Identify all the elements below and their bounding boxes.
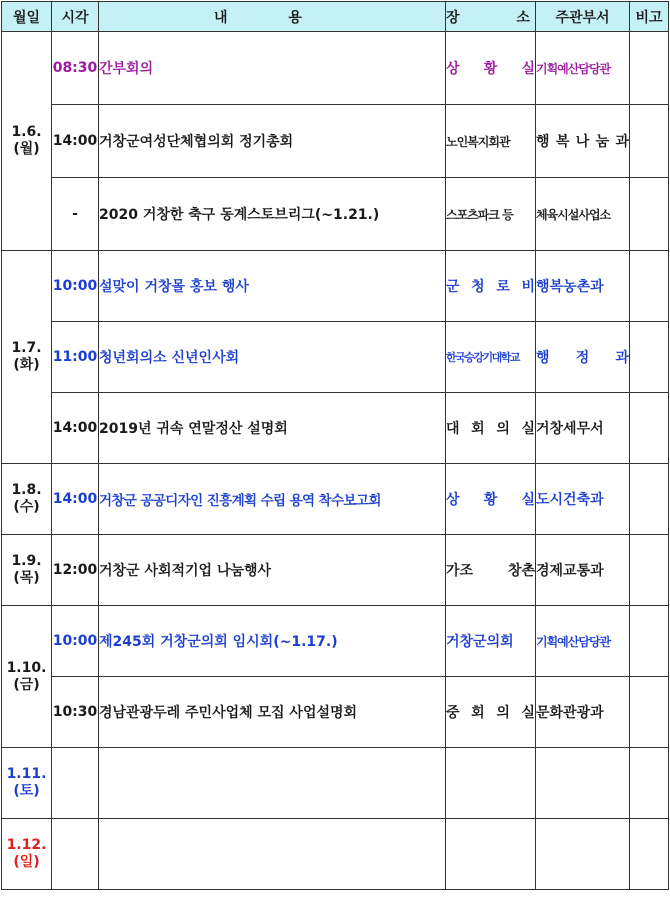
time-cell: 11:00 — [52, 322, 99, 393]
header-content: 내 용 — [99, 2, 446, 32]
note-cell — [630, 322, 669, 393]
header-date: 월일 — [2, 2, 52, 32]
dept-cell: 행복농촌과 — [536, 251, 630, 322]
table-row — [2, 677, 669, 748]
note-cell — [630, 464, 669, 535]
time-cell — [52, 748, 99, 819]
content-cell: 제245회 거창군의회 임시회(~1.17.) — [99, 606, 446, 677]
table-row — [2, 393, 669, 464]
time-cell: 14:00 — [52, 393, 99, 464]
header-note: 비고 — [630, 2, 669, 32]
content-cell: 2020 거창한 축구 동계스토브리그(~1.21.) — [99, 178, 446, 251]
content-cell — [99, 748, 446, 819]
time-cell: 14:00 — [52, 464, 99, 535]
place-cell: 상 황 실 — [446, 464, 536, 535]
time-cell: 14:00 — [52, 105, 99, 178]
dept-cell: 문화관광과 — [536, 677, 630, 748]
table-row — [2, 322, 669, 393]
time-cell: 10:00 — [52, 606, 99, 677]
time-cell: 08:30 — [52, 32, 99, 105]
schedule-table — [1, 1, 669, 890]
header-time: 시각 — [52, 2, 99, 32]
content-cell: 설맞이 거창몰 홍보 행사 — [99, 251, 446, 322]
content-cell: 거창군 사회적기업 나눔행사 — [99, 535, 446, 606]
note-cell — [630, 606, 669, 677]
table-row — [2, 819, 669, 890]
table-row — [2, 251, 669, 322]
table-row — [2, 748, 669, 819]
content-cell: 경남관광두레 주민사업체 모집 사업설명회 — [99, 677, 446, 748]
note-cell — [630, 178, 669, 251]
content-cell: 청년회의소 신년인사회 — [99, 322, 446, 393]
time-cell: - — [52, 178, 99, 251]
header-dept: 주관부서 — [536, 2, 630, 32]
date-cell: 1.7. (화) — [2, 251, 52, 464]
content-cell: 거창군 공공디자인 진흥계획 수립 용역 착수보고회 — [99, 464, 446, 535]
place-cell: 대 회 의 실 — [446, 393, 536, 464]
place-cell: 가조 창촌 — [446, 535, 536, 606]
note-cell — [630, 32, 669, 105]
content-cell — [99, 819, 446, 890]
dept-cell: 기획예산담당관 — [536, 32, 630, 105]
table-row — [2, 606, 669, 677]
date-cell: 1.8. (수) — [2, 464, 52, 535]
date-cell: 1.9. (목) — [2, 535, 52, 606]
note-cell — [630, 819, 669, 890]
dept-cell: 경제교통과 — [536, 535, 630, 606]
place-cell: 군 청 로 비 — [446, 251, 536, 322]
place-cell: 중 회 의 실 — [446, 677, 536, 748]
note-cell — [630, 677, 669, 748]
note-cell — [630, 535, 669, 606]
place-cell: 한국승강기대학교 — [446, 322, 536, 393]
dept-cell: 체육시설사업소 — [536, 178, 630, 251]
note-cell — [630, 105, 669, 178]
header-place: 장 소 — [446, 2, 536, 32]
date-cell: 1.11. (토) — [2, 748, 52, 819]
place-cell: 상 황 실 — [446, 32, 536, 105]
place-cell: 스포츠파크 등 — [446, 178, 536, 251]
dept-cell — [536, 748, 630, 819]
place-cell — [446, 819, 536, 890]
dept-cell — [536, 819, 630, 890]
dept-cell: 행 정 과 — [536, 322, 630, 393]
content-cell: 거창군여성단체협의회 정기총회 — [99, 105, 446, 178]
date-cell: 1.10. (금) — [2, 606, 52, 748]
table-row — [2, 535, 669, 606]
time-cell — [52, 819, 99, 890]
table-row — [2, 32, 669, 105]
content-cell: 간부회의 — [99, 32, 446, 105]
table-row — [2, 464, 669, 535]
time-cell: 10:00 — [52, 251, 99, 322]
dept-cell: 행 복 나 눔 과 — [536, 105, 630, 178]
time-cell: 10:30 — [52, 677, 99, 748]
time-cell: 12:00 — [52, 535, 99, 606]
note-cell — [630, 251, 669, 322]
date-cell: 1.6. (월) — [2, 32, 52, 251]
note-cell — [630, 393, 669, 464]
note-cell — [630, 748, 669, 819]
dept-cell: 기획예산담당관 — [536, 606, 630, 677]
dept-cell: 도시건축과 — [536, 464, 630, 535]
date-cell: 1.12. (일) — [2, 819, 52, 890]
header-row — [2, 2, 669, 32]
dept-cell: 거창세무서 — [536, 393, 630, 464]
place-cell: 거창군의회 — [446, 606, 536, 677]
content-cell: 2019년 귀속 연말정산 설명회 — [99, 393, 446, 464]
place-cell — [446, 748, 536, 819]
table-row — [2, 105, 669, 178]
place-cell: 노인복지회관 — [446, 105, 536, 178]
table-row — [2, 178, 669, 251]
